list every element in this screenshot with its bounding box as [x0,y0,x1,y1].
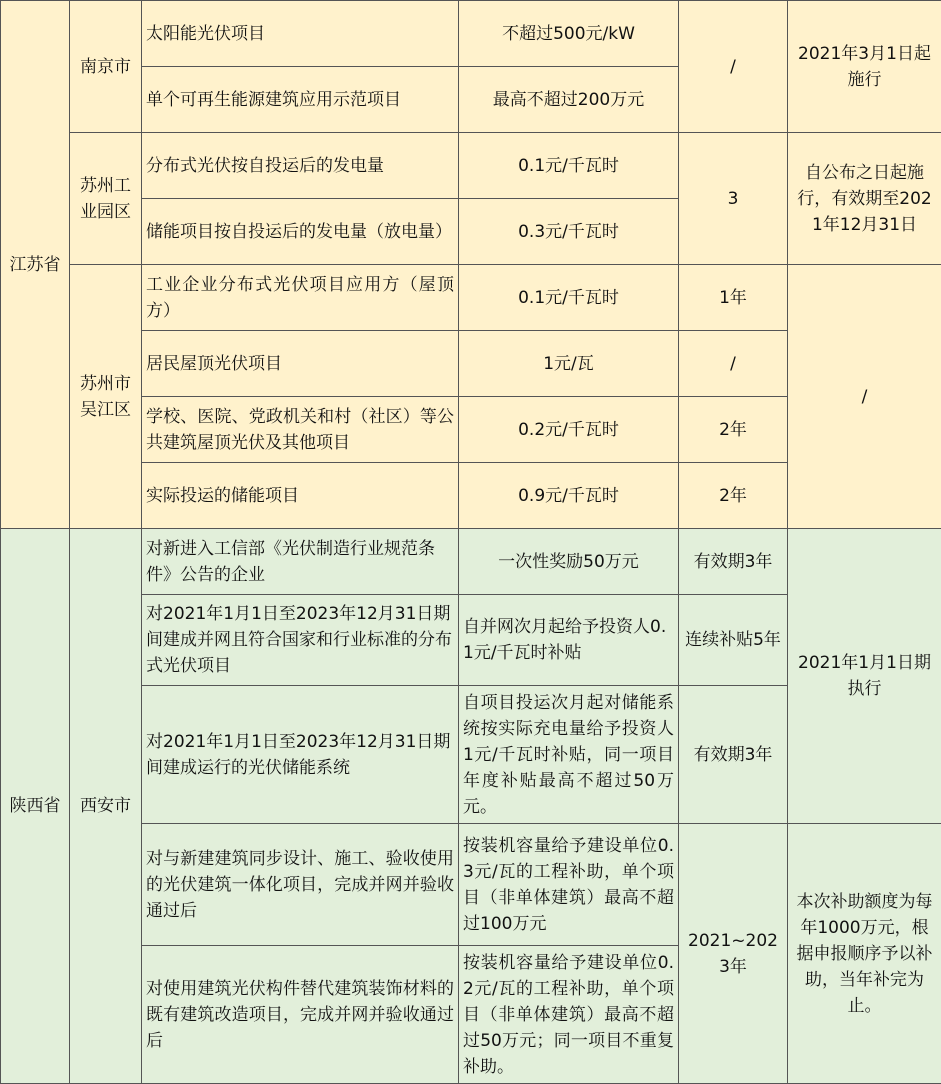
standard-cell: 0.1元/千瓦时 [459,133,679,199]
period-cell: 3 [679,133,788,265]
project-cell: 分布式光伏按自投运后的发电量 [142,133,459,199]
period-cell: 2年 [679,397,788,463]
standard-cell: 1元/瓦 [459,331,679,397]
table-row [1,824,941,946]
effective-cell: 自公布之日起施行，有效期至2021年12月31日 [788,133,941,265]
period-cell: 2年 [679,463,788,529]
period-cell: 1年 [679,265,788,331]
project-cell: 太阳能光伏项目 [142,1,459,67]
city-cell: 苏州工业园区 [70,133,142,265]
standard-cell: 自并网次月起给予投资人0.1元/千瓦时补贴 [459,595,679,686]
effective-cell: / [788,265,941,529]
project-cell: 工业企业分布式光伏项目应用方（屋顶方） [142,265,459,331]
standard-cell: 0.3元/千瓦时 [459,199,679,265]
table-row [1,529,941,595]
standard-cell: 0.2元/千瓦时 [459,397,679,463]
standard-cell: 不超过500元/kW [459,1,679,67]
province-cell: 陕西省 [1,529,70,1084]
project-cell: 学校、医院、党政机关和村（社区）等公共建筑屋顶光伏及其他项目 [142,397,459,463]
project-cell: 储能项目按自投运后的发电量（放电量） [142,199,459,265]
period-cell: 有效期3年 [679,529,788,595]
table-row [1,133,941,199]
table-row [1,265,941,331]
period-cell: 连续补贴5年 [679,595,788,686]
province-cell: 江苏省 [1,1,70,529]
period-cell: 有效期3年 [679,686,788,824]
project-cell: 居民屋顶光伏项目 [142,331,459,397]
city-cell: 苏州市吴江区 [70,265,142,529]
city-cell: 西安市 [70,529,142,1084]
project-cell: 实际投运的储能项目 [142,463,459,529]
table-row [1,1,941,67]
standard-cell: 按装机容量给予建设单位0.2元/瓦的工程补助，单个项目（非单体建筑）最高不超过50万元；同一项目不重复补助。 [459,946,679,1084]
standard-cell: 最高不超过200万元 [459,67,679,133]
effective-cell: 2021年3月1日起施行 [788,1,941,133]
project-cell: 对使用建筑光伏构件替代建筑装饰材料的既有建筑改造项目，完成并网并验收通过后 [142,946,459,1084]
effective-cell: 2021年1月1日期执行 [788,529,941,824]
standard-cell: 0.1元/千瓦时 [459,265,679,331]
standard-cell: 自项目投运次月起对储能系统按实际充电量给予投资人1元/千瓦时补贴，同一项目年度补贴最高不超过50万元。 [459,686,679,824]
project-cell: 对2021年1月1日至2023年12月31日期间建成并网且符合国家和行业标准的分布式光伏项目 [142,595,459,686]
project-cell: 单个可再生能源建筑应用示范项目 [142,67,459,133]
project-cell: 对与新建建筑同步设计、施工、验收使用的光伏建筑一体化项目，完成并网并验收通过后 [142,824,459,946]
period-cell: / [679,331,788,397]
standard-cell: 按装机容量给予建设单位0.3元/瓦的工程补助，单个项目（非单体建筑）最高不超过100万元 [459,824,679,946]
period-cell: 2021~2023年 [679,824,788,1084]
period-cell: / [679,1,788,133]
standard-cell: 0.9元/千瓦时 [459,463,679,529]
project-cell: 对2021年1月1日至2023年12月31日期间建成运行的光伏储能系统 [142,686,459,824]
project-cell: 对新进入工信部《光伏制造行业规范条件》公告的企业 [142,529,459,595]
standard-cell: 一次性奖励50万元 [459,529,679,595]
city-cell: 南京市 [70,1,142,133]
effective-cell: 本次补助额度为每年1000万元，根据申报顺序予以补助，当年补完为止。 [788,824,941,1084]
